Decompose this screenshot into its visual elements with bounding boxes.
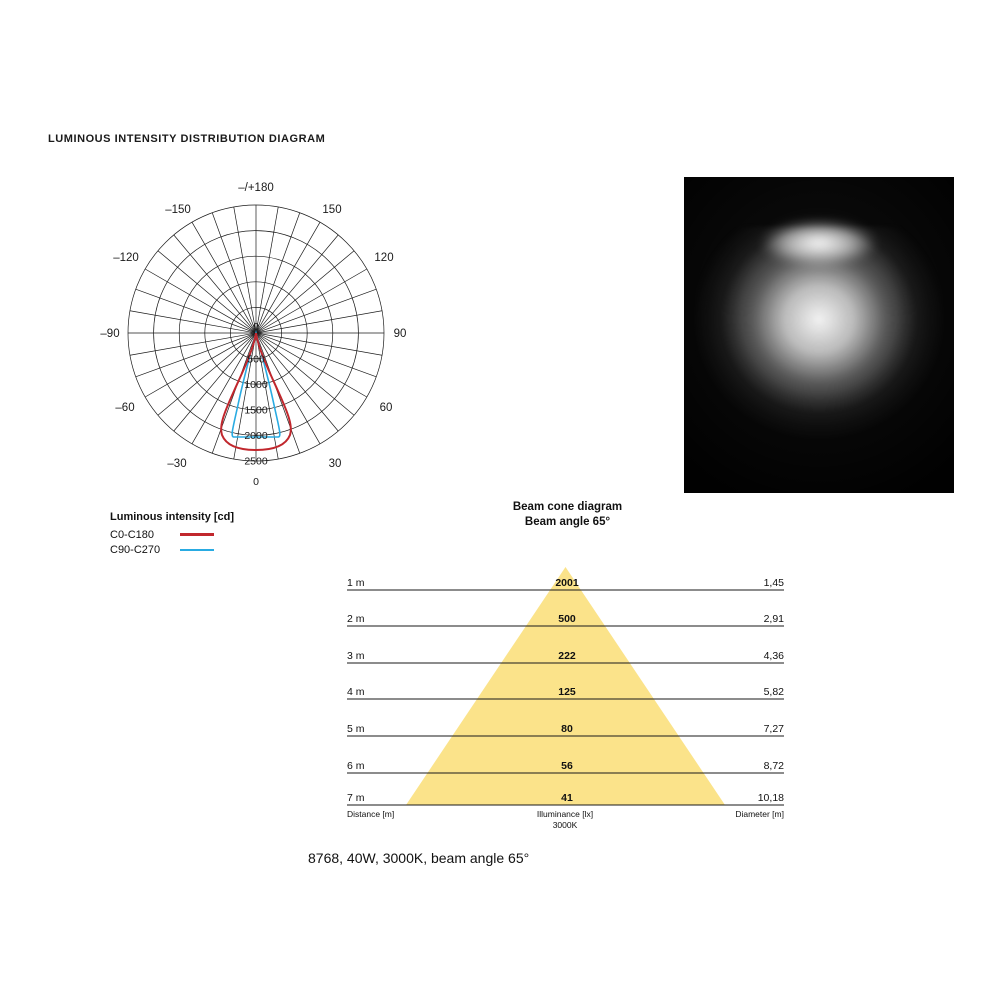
ring-label-1000: 1000 [244,379,268,391]
ring-label-2000: 2000 [244,430,268,442]
cone-footer-diameter: Diameter [m] [735,809,784,819]
cone-footer-illuminance [495,809,635,831]
legend-label-c90-c270: C90-C270 [110,543,161,556]
legend [110,511,234,557]
cone-footer-illuminance-line1: Illuminance [lx] [536,809,594,819]
angle-label-m60: –60 [115,402,135,414]
cone-lux-2: 500 [558,613,576,625]
beam-vignette [684,177,954,493]
cone-diameter-2: 2,91 [763,613,784,625]
cone-lux-7: 41 [561,792,573,804]
legend-item-c90-c270 [110,542,234,557]
ring-label-bottom: 0 [253,476,259,488]
cone-distance-7: 7 m [347,792,365,804]
angle-label-30: 30 [328,458,342,470]
ring-label-2500: 2500 [244,455,268,468]
cone-lux-6: 56 [561,760,573,772]
cone-lux-3: 222 [558,650,576,662]
cone-distance-5: 5 m [347,723,365,735]
angle-label-m30: –30 [167,458,187,470]
cone-distance-2: 2 m [347,613,365,625]
angle-label-90: 90 [393,328,407,340]
beam-cone-title [340,500,795,530]
cone-footer-illuminance-line2: 3000K [552,820,578,830]
angle-label-m90: –90 [100,328,120,340]
beam-cone-diagram [347,557,784,830]
polar-diagram [70,165,470,505]
page-title: LUMINOUS INTENSITY DISTRIBUTION DIAGRAM [48,133,326,145]
beam-cone-title-line1: Beam cone diagram [512,501,623,513]
cone-footer-distance: Distance [m] [347,809,395,819]
cone-diameter-3: 4,36 [763,650,784,662]
cone-distance-4: 4 m [347,686,365,698]
angle-label-m150: –150 [165,204,191,216]
beam-photo [684,177,954,493]
legend-title: Luminous intensity [cd] [110,511,235,523]
ring-label-500: 500 [247,353,265,366]
ring-label-0: 0 [253,321,259,333]
legend-swatch-c90-c270 [180,549,214,551]
ring-label-1500: 1500 [244,404,268,417]
angle-label-60: 60 [379,402,393,414]
cone-diameter-1: 1,45 [763,577,784,589]
product-caption: 8768, 40W, 3000K, beam angle 65° [308,850,530,866]
cone-distance-6: 6 m [347,760,365,772]
beam-cone-subtitle: Beam angle 65° [524,516,611,528]
cone-distance-1: 1 m [347,577,365,589]
cone-lux-5: 80 [561,723,573,735]
angle-label-120: 120 [374,252,394,264]
cone-lux-4: 125 [558,686,576,698]
cone-diameter-5: 7,27 [763,723,784,735]
legend-swatch-c0-c180 [180,533,214,536]
cone-diameter-7: 10,18 [757,792,784,804]
angle-label-m120: –120 [113,252,139,264]
legend-item-c0-c180 [110,527,234,542]
cone-distance-3: 3 m [347,650,365,662]
angle-label-180: –/+180 [238,182,274,194]
angle-label-150: 150 [322,204,342,216]
legend-label-c0-c180: C0-C180 [110,528,155,541]
cone-lux-1: 2001 [555,577,579,589]
cone-diameter-4: 5,82 [763,686,784,698]
cone-diameter-6: 8,72 [763,760,784,772]
